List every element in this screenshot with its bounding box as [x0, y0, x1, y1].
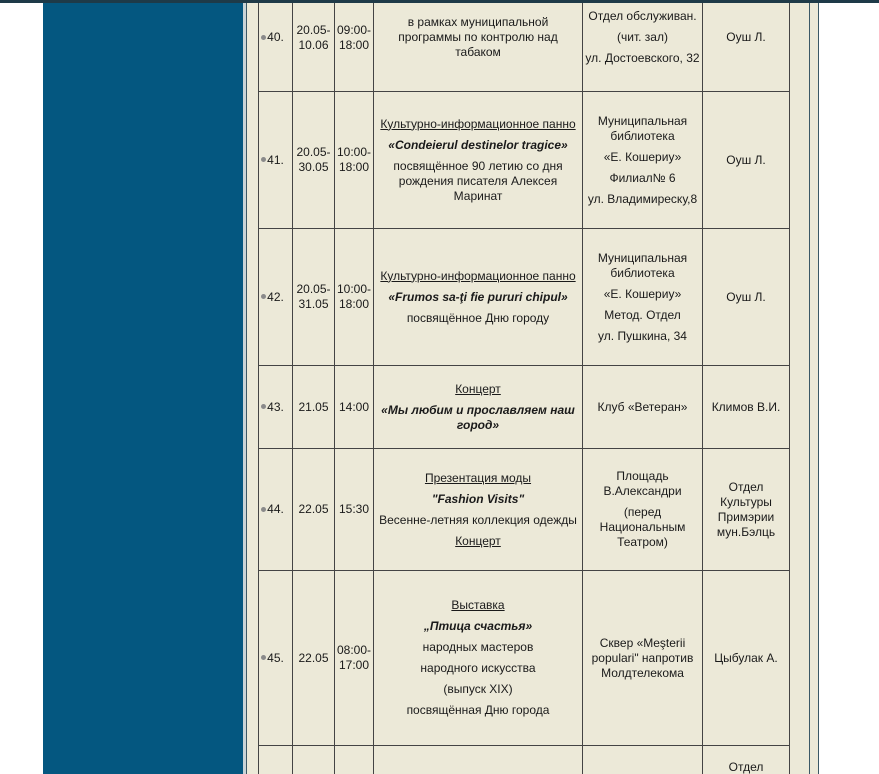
bullet-icon	[261, 655, 266, 660]
time-cell: 14:00	[335, 366, 374, 449]
row-number-cell	[259, 3, 293, 92]
left-sidebar	[43, 3, 243, 774]
place-line: Сквер «Meşterii populari" напротив Молдтелекома	[591, 635, 694, 680]
place-cell	[583, 366, 703, 449]
table-row	[259, 449, 790, 571]
row-number: 41.	[267, 152, 284, 167]
responsible-cell: Оуш Л.	[703, 229, 790, 366]
place-line: (чит. зал)	[617, 30, 668, 44]
table-row	[259, 571, 790, 746]
place-line: Площадь В.Александри	[603, 469, 682, 498]
responsible-cell: Оуш Л.	[703, 92, 790, 229]
event-description: посвящённое 90 летию со дня рождения писателя Алексея Маринат	[393, 158, 563, 203]
place-line: Метод. Отдел	[604, 307, 681, 322]
event-description: Весенне-летняя коллекция одежды	[379, 512, 577, 527]
date-cell: 20.05- 30.05	[293, 92, 335, 229]
row-number: 45.	[267, 650, 284, 665]
table-row	[259, 366, 790, 449]
time-cell: 10:00- 18:00	[335, 229, 374, 366]
date-cell: 20.05- 31.05	[293, 229, 335, 366]
row-number-cell	[259, 92, 293, 229]
responsible-cell: Отдел Культуры Примэрии мун.Бэлць	[703, 449, 790, 571]
events-table	[258, 3, 790, 774]
event-cell	[374, 571, 583, 746]
event-cell	[374, 92, 583, 229]
responsible-cell: Отдел	[703, 746, 790, 774]
table-row	[259, 3, 790, 92]
event-description: посвящённая Дню города	[406, 703, 550, 717]
place-line: Клуб «Ветеран»	[597, 399, 688, 414]
place-line: ул. Владимиреску,8	[587, 191, 698, 206]
responsible-cell: Цыбулак А.	[703, 571, 790, 746]
responsible-cell: Оуш Л.	[703, 3, 790, 92]
event-type-link[interactable]: Культурно-информационное панно	[380, 116, 576, 131]
event-type-link[interactable]: Культурно-информационное панно	[380, 268, 576, 283]
event-description: народного искусства	[420, 661, 536, 675]
date-cell: 22.05	[293, 571, 335, 746]
event-cell	[374, 229, 583, 366]
place-cell	[583, 571, 703, 746]
event-description: (выпуск XIX)	[443, 682, 513, 696]
place-cell	[583, 3, 703, 92]
event-title: "Fashion Visits"	[431, 491, 525, 506]
date-cell	[293, 746, 335, 774]
bullet-icon	[261, 294, 266, 299]
right-edge	[818, 3, 819, 774]
place-line: Муниципальная библиотека	[597, 113, 688, 143]
time-cell: 15:30	[335, 449, 374, 571]
content-area	[247, 3, 819, 774]
place-cell	[583, 746, 703, 774]
event-type-link[interactable]: Выставка	[451, 598, 505, 612]
event-cell	[374, 366, 583, 449]
place-cell	[583, 92, 703, 229]
row-number: 40.	[267, 30, 284, 44]
place-line: «Е. Кошериу»	[603, 286, 682, 301]
table-row	[259, 746, 790, 774]
date-cell: 20.05- 10.06	[293, 3, 335, 92]
time-cell: 08:00- 17:00	[335, 571, 374, 746]
event-title: «Frumos sa-ţi fie pururi chipul»	[388, 289, 568, 304]
place-line: «Е. Кошериу»	[603, 149, 682, 164]
place-line: ул. Достоевского, 32	[585, 51, 700, 65]
event-description: в рамках муниципальной программы по контролю над табаком	[398, 15, 558, 59]
place-line: ул. Пушкина, 34	[598, 328, 687, 343]
bullet-icon	[261, 35, 266, 40]
row-number: 42.	[267, 289, 284, 304]
place-cell	[583, 229, 703, 366]
place-line: Муниципальная библиотека	[597, 250, 688, 280]
event-type-link[interactable]: Презентация моды	[424, 470, 532, 485]
place-line: Отдел обслуживан.	[588, 9, 697, 23]
bullet-icon	[261, 507, 266, 512]
event-cell	[374, 449, 583, 571]
table-row	[259, 92, 790, 229]
place-line: Филиал№ 6	[609, 170, 676, 185]
date-cell: 21.05	[293, 366, 335, 449]
event-title: «Condeierul destinelor tragice»	[388, 137, 568, 152]
row-number-cell	[259, 746, 293, 774]
responsible-cell: Климов В.И.	[703, 366, 790, 449]
row-number-cell	[259, 229, 293, 366]
row-number-cell	[259, 366, 293, 449]
event-cell	[374, 3, 583, 92]
bullet-icon	[261, 157, 266, 162]
table-row	[259, 229, 790, 366]
row-number-cell	[259, 449, 293, 571]
row-number: 43.	[267, 399, 284, 414]
row-number: 44.	[267, 502, 284, 516]
place-line: (перед Национальным Театром)	[599, 505, 686, 549]
event-description: народных мастеров	[422, 640, 534, 654]
event-title: „Птица счастья»	[423, 619, 533, 633]
event-type-link[interactable]: Концерт	[455, 533, 501, 548]
event-type-link[interactable]: Концерт	[455, 381, 501, 396]
time-cell	[335, 746, 374, 774]
right-margin	[810, 3, 818, 774]
event-cell	[374, 746, 583, 774]
event-description: посвящённое Дню городу	[406, 310, 550, 325]
place-cell	[583, 449, 703, 571]
bullet-icon	[261, 404, 266, 409]
time-cell: 09:00- 18:00	[335, 3, 374, 92]
event-title: «Мы любим и прославляем наш город»	[381, 402, 575, 432]
row-number-cell	[259, 571, 293, 746]
time-cell: 10:00- 18:00	[335, 92, 374, 229]
date-cell: 22.05	[293, 449, 335, 571]
